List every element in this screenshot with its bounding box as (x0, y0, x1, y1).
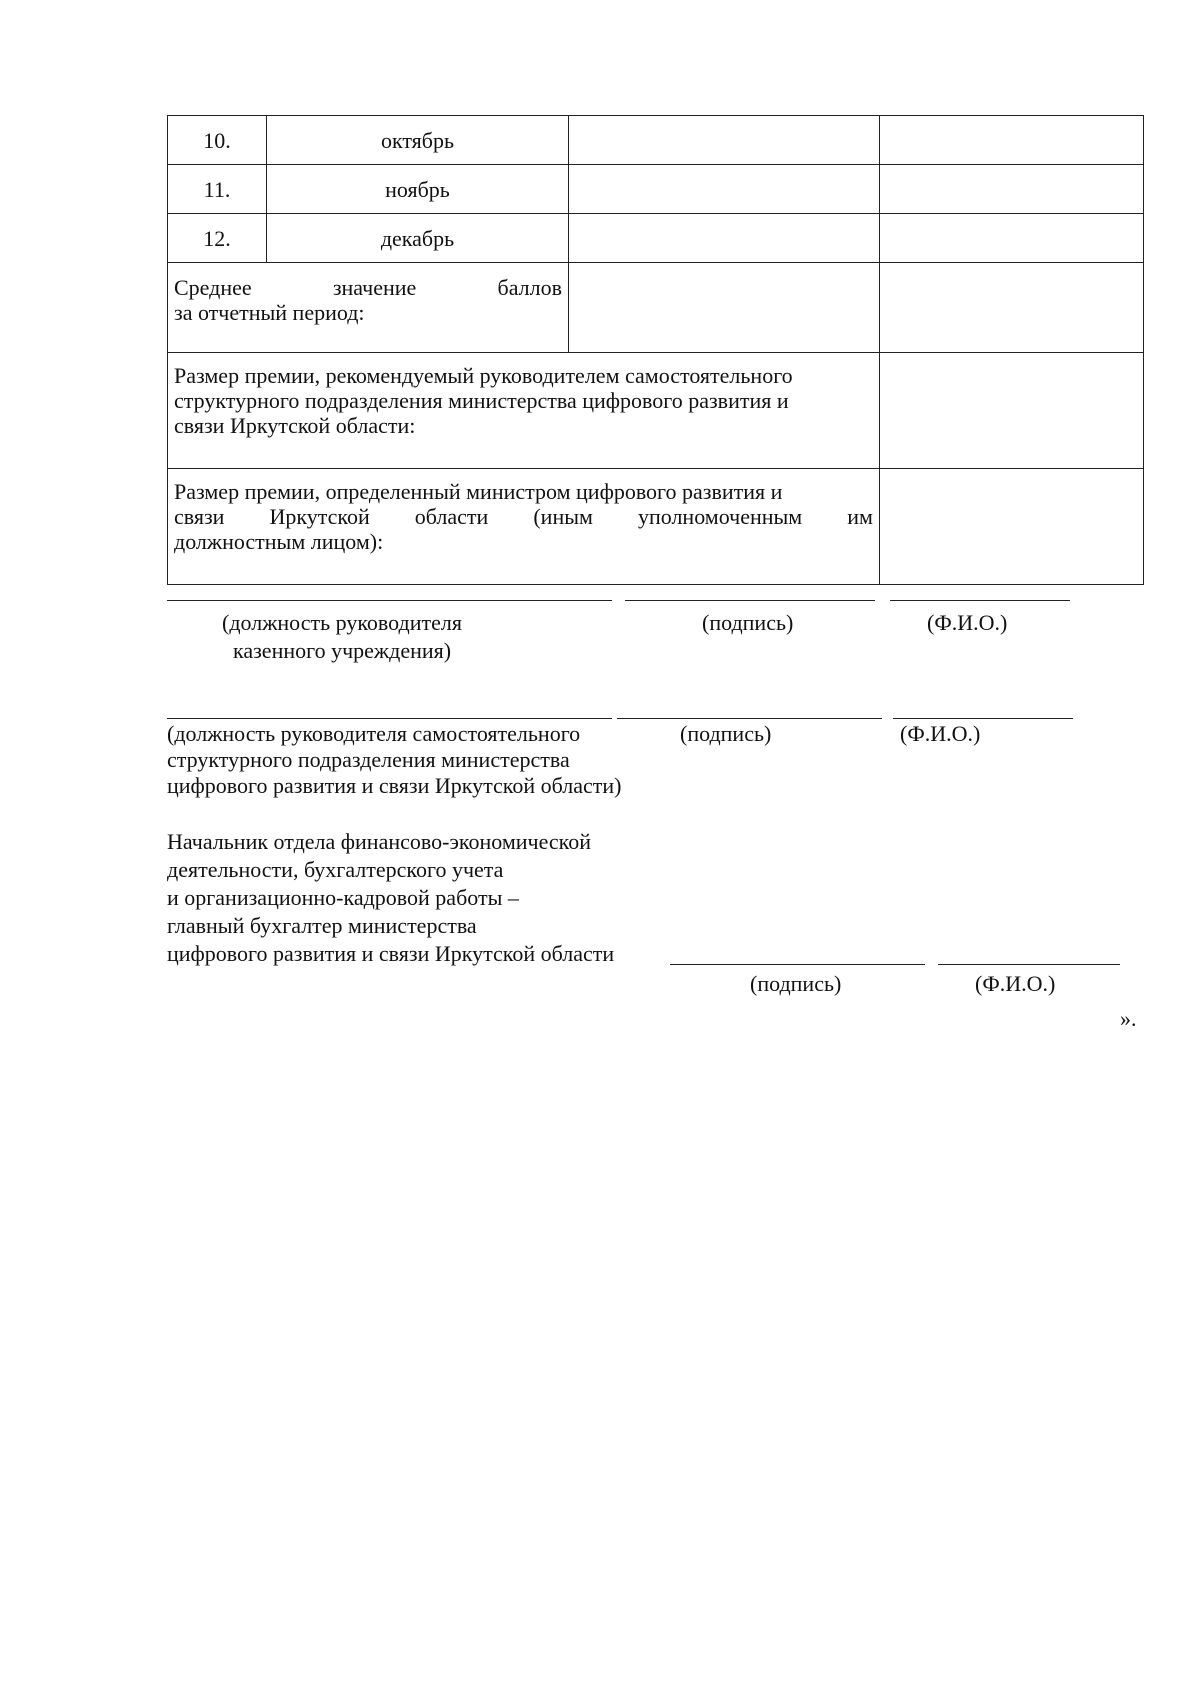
closing-quote: ». (1120, 1006, 1137, 1031)
fio-caption: (Ф.И.О.) (900, 721, 981, 746)
signature-caption: (подпись) (750, 971, 842, 996)
premium-determined-label (168, 469, 880, 585)
note-cell (880, 214, 1144, 263)
premium-recommended-row (168, 353, 1144, 469)
month-name: ноябрь (267, 165, 569, 214)
row-number: 10. (168, 116, 267, 165)
signature-line (617, 718, 882, 719)
label-word: им (847, 504, 873, 529)
average-score-row (168, 263, 1144, 353)
table-row (168, 116, 1144, 165)
month-name: декабрь (267, 214, 569, 263)
signature-caption: (подпись) (702, 610, 794, 635)
label-word: Иркутской (269, 504, 370, 529)
fio-signature-line (893, 718, 1073, 719)
score-table (167, 115, 1144, 585)
position-caption-line1: (должность руководителя (222, 610, 462, 635)
label-word: связи (174, 504, 225, 529)
label-line: Размер премии, рекомендуемый руководителем самостоятельного (174, 363, 793, 388)
signature-caption: (подпись) (680, 721, 772, 746)
position-caption-line2: структурного подразделения министерства (167, 747, 570, 772)
table-row (168, 165, 1144, 214)
label-word: Среднее (174, 275, 252, 300)
label-word: баллов (497, 275, 562, 300)
position-caption-line3: цифрового развития и связи Иркутской области) (167, 773, 622, 798)
signature-line (670, 964, 925, 965)
fio-caption: (Ф.И.О.) (975, 971, 1056, 996)
premium-determined-row (168, 469, 1144, 585)
label-word: значение (332, 275, 417, 300)
fio-signature-line (890, 600, 1070, 601)
average-label-line2: за отчетный период: (174, 300, 365, 325)
fio-signature-line (938, 964, 1120, 965)
row-number: 11. (168, 165, 267, 214)
average-score-cell (569, 263, 880, 353)
score-cell (569, 214, 880, 263)
official-title-line2: деятельности, бухгалтерского учета (167, 857, 504, 882)
label-line: должностным лицом): (174, 529, 384, 554)
official-title-line4: главный бухгалтер министерства (167, 913, 477, 938)
average-score-label (168, 263, 569, 353)
note-cell (880, 263, 1144, 353)
signature-line (625, 600, 875, 601)
month-name: октябрь (267, 116, 569, 165)
label-line: связи Иркутской области: (174, 413, 416, 438)
label-line: структурного подразделения министерства цифрового развития и (174, 388, 789, 413)
position-signature-line (167, 600, 612, 601)
official-title-line5: цифрового развития и связи Иркутской области (167, 941, 615, 966)
premium-recommended-value (880, 353, 1144, 469)
premium-determined-value (880, 469, 1144, 585)
row-number: 12. (168, 214, 267, 263)
premium-recommended-label (168, 353, 880, 469)
score-cell (569, 165, 880, 214)
label-word: уполномоченным (637, 504, 803, 529)
position-signature-line (167, 718, 612, 719)
position-caption-line2: казенного учреждения) (233, 638, 452, 663)
table-row (168, 214, 1144, 263)
position-caption-line1: (должность руководителя самостоятельного (167, 721, 581, 746)
label-line (174, 504, 873, 529)
score-cell (569, 116, 880, 165)
label-line: Размер премии, определенный министром цифрового развития и (174, 479, 783, 504)
average-label-line1 (174, 275, 562, 300)
note-cell (880, 116, 1144, 165)
note-cell (880, 165, 1144, 214)
official-title-line3: и организационно-кадровой работы – (167, 885, 519, 910)
official-title-line1: Начальник отдела финансово-экономической (167, 829, 591, 854)
fio-caption: (Ф.И.О.) (927, 610, 1008, 635)
label-word: области (414, 504, 489, 529)
label-word: (иным (533, 504, 593, 529)
